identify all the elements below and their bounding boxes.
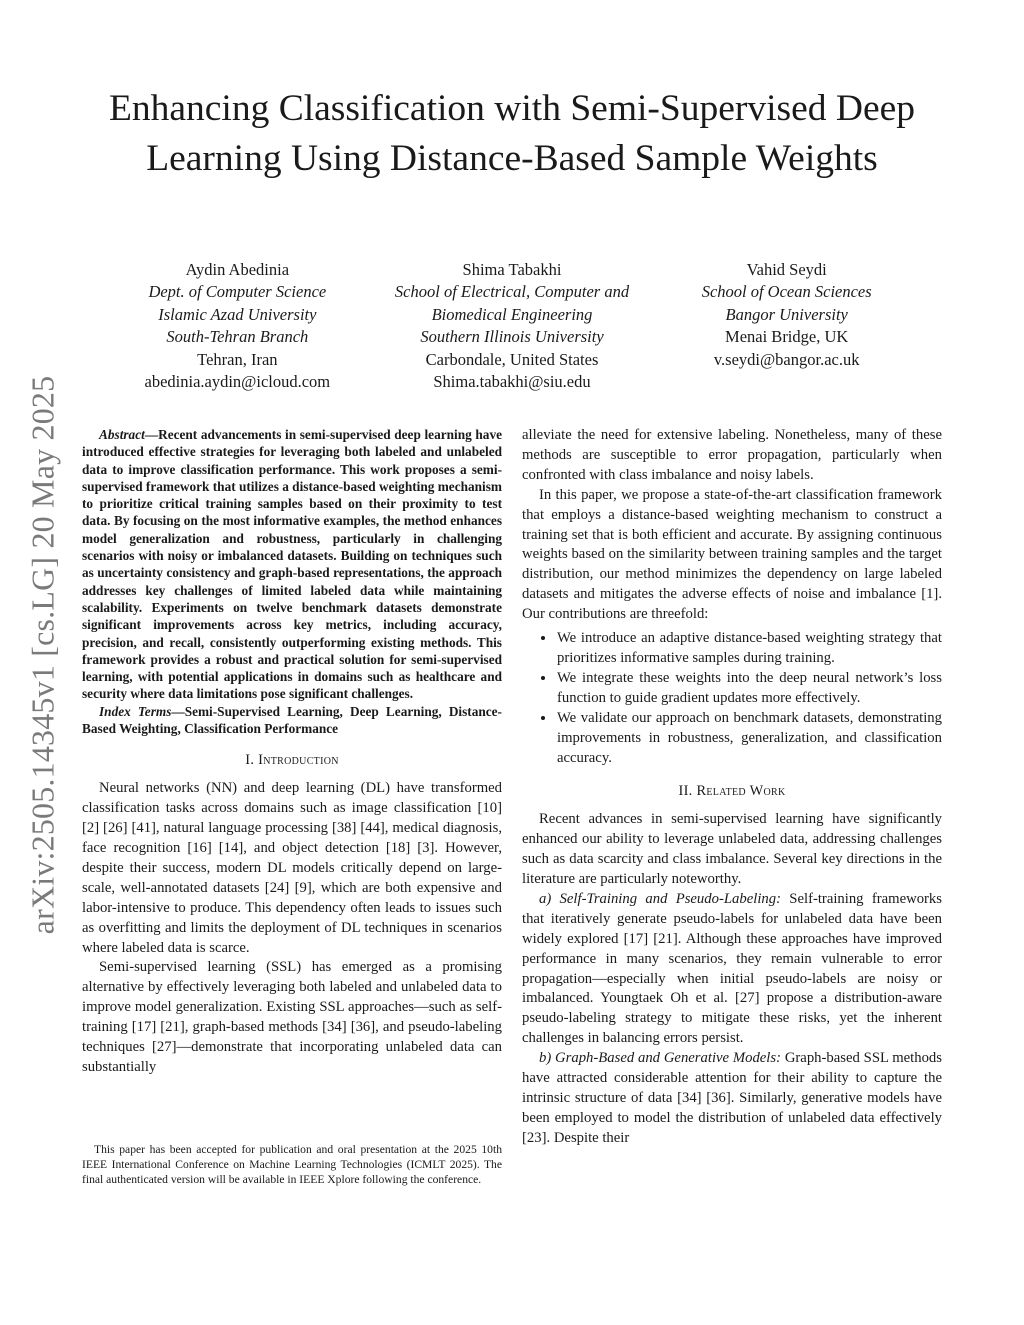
paragraph (522, 890, 942, 1049)
abstract (82, 426, 502, 703)
author-email: Shima.tabakhi@siu.edu (433, 372, 591, 392)
author-location: Carbondale, United States (425, 349, 599, 369)
author-name: Aydin Abedinia (185, 260, 290, 279)
index-terms (82, 703, 502, 738)
author-affiliation: Islamic Azad University (158, 304, 317, 324)
author-block (100, 259, 924, 393)
paragraph: In this paper, we propose a state-of-the-art classification framework that employs a distance-based weighting mechanism to construct a training set that is both efficient and accurate. By assigning continuous weights based on the similarity between training samples and the target distribution, our method minimizes the dependency on large labeled datasets and mitigates the adverse effects of noise and imbalance [1]. Our contributions are threefold: (522, 486, 942, 623)
subsection-label: a) Self-Training and Pseudo-Labeling: (539, 890, 781, 907)
left-column (82, 426, 502, 1078)
arxiv-identifier: arXiv:2505.14345v1 [cs.LG] 20 May 2025 (24, 375, 61, 935)
paper-title: Enhancing Classification with Semi-Supervised Deep Learning Using Distance-Based Sample Weights (108, 88, 916, 179)
section-heading-related-work (522, 782, 942, 802)
author-email: v.seydi@bangor.ac.uk (713, 349, 860, 369)
index-terms-label: Index Terms (99, 703, 172, 719)
list-item: • We validate our approach on benchmark datasets, demonstrating improvements in robustness, generalization, and classification accuracy. (556, 709, 942, 769)
author-affiliation: School of Ocean Sciences (701, 282, 872, 302)
author-affiliation: Dept. of Computer Science (148, 282, 327, 302)
index-terms-text: Semi-Supervised Learning, Deep Learning, Distance-Based Weighting, Classification Performance (82, 703, 502, 737)
author-affiliation: School of Electrical, Computer and (394, 282, 630, 302)
author-1 (100, 259, 375, 393)
right-column (522, 426, 942, 1149)
footnote-text: This paper has been accepted for publication and oral presentation at the 2025 10th IEEE International Conference on Machine Learning Technologies (ICMLT 2025). The final authenticated version will be available in IEEE Xplore following the conference. (82, 1143, 502, 1186)
paragraph (522, 1049, 942, 1149)
author-name: Vahid Seydi (746, 260, 827, 279)
author-affiliation: Southern Illinois University (420, 327, 604, 347)
author-name: Shima Tabakhi (462, 260, 562, 279)
paragraph: Neural networks (NN) and deep learning (DL) have transformed classification tasks across domains such as image classification [10] [2] [26] [41], natural language processing [38] [44], medical diagnosis, face recognition [16] [14], and object detection [18] [3]. However, despite their success, modern DL models critically depend on large-scale, well-annotated datasets [24] [9], which are both expensive and labor-intensive to produce. This dependency often leads to issues such as overfitting and limits the deployment of DL techniques in scenarios where labeled data is scarce. (82, 780, 502, 956)
author-email: abedinia.aydin@icloud.com (144, 372, 331, 392)
paragraph: alleviate the need for extensive labeling. Nonetheless, many of these methods are susceptible to error propagation, particularly when confronted with class imbalance and noisy labels. (522, 427, 942, 483)
author-affiliation: Bangor University (725, 304, 848, 324)
author-affiliation: Biomedical Engineering (431, 304, 593, 324)
author-3 (649, 259, 924, 393)
subsection-label: b) Graph-Based and Generative Models: (539, 1050, 781, 1067)
author-location: Tehran, Iran (197, 349, 278, 369)
abstract-dash: — (144, 427, 159, 442)
section-title: Introduction (258, 752, 339, 769)
list-item: • We integrate these weights into the deep neural network’s loss function to guide gradient updates more effectively. (556, 669, 942, 709)
author-2 (375, 259, 650, 393)
subsection-text: Self-training frameworks that iteratively generate pseudo-labels for unlabeled data have been widely explored [17] [21]. Although these approaches have improved performance in many scenarios, they remain vulnerable to error propagation—especially when initial pseudo-labels are noisy or imbalanced. Youngtaek Oh et al. [27] propose a distribution-aware pseudo-labeling strategy to mitigate these risks, yet the inherent challenges in balancing errors persist. (522, 890, 942, 1047)
footnote (82, 1142, 502, 1187)
author-location: Menai Bridge, UK (725, 327, 849, 347)
section-numeral: I. (245, 752, 259, 769)
abstract-label: Abstract (99, 427, 145, 442)
list-item: • We introduce an adaptive distance-based weighting strategy that prioritizes informative samples during training. (556, 629, 942, 669)
subsection-text: Graph-based SSL methods have attracted considerable attention for their ability to capture the intrinsic structure of data [34] [36]. Similarly, generative models have been employed to model the distribution of unlabeled data effectively [23]. Despite their (522, 1050, 942, 1146)
abstract-text: Recent advancements in semi-supervised deep learning have introduced effective strategies for leveraging both labeled and unlabeled data to improve classification performance. This work proposes a semi-supervised framework that utilizes a distance-based weighting mechanism to prioritize critical training samples based on their proximity to test data. By focusing on the most informative examples, the method enhances model generalization and robustness, particularly in challenging scenarios with noisy or imbalanced datasets. Building on techniques such as uncertainty consistency and graph-based representations, the approach addresses key challenges of limited labeled data while maintaining scalability. Experiments on twelve benchmark datasets demonstrate significant improvements across key metrics, including accuracy, precision, and recall, consistently outperforming existing methods. This framework provides a robust and practical solution for semi-supervised learning, with potential applications in domains such as healthcare and security where data limitations pose significant challenges. (82, 427, 502, 702)
author-affiliation: South-Tehran Branch (166, 327, 309, 347)
section-title: Related Work (696, 783, 786, 800)
paragraph: Semi-supervised learning (SSL) has emerged as a promising alternative by effectively leveraging both labeled and unlabeled data to improve model generalization. Existing SSL approaches—such as self-training [17] [21], graph-based methods [34] [36], and pseudo-labeling techniques [27]—demonstrate that incorporating unlabeled data can substantially (82, 959, 502, 1075)
section-numeral: II. (678, 783, 697, 800)
contribution-list (522, 629, 942, 768)
index-terms-dash: — (171, 703, 185, 719)
section-heading-introduction (82, 751, 502, 771)
paragraph: Recent advances in semi-supervised learning have significantly enhanced our ability to leverage unlabeled data, addressing challenges such as data scarcity and class imbalance. Several key directions in the literature are particularly noteworthy. (522, 811, 942, 888)
